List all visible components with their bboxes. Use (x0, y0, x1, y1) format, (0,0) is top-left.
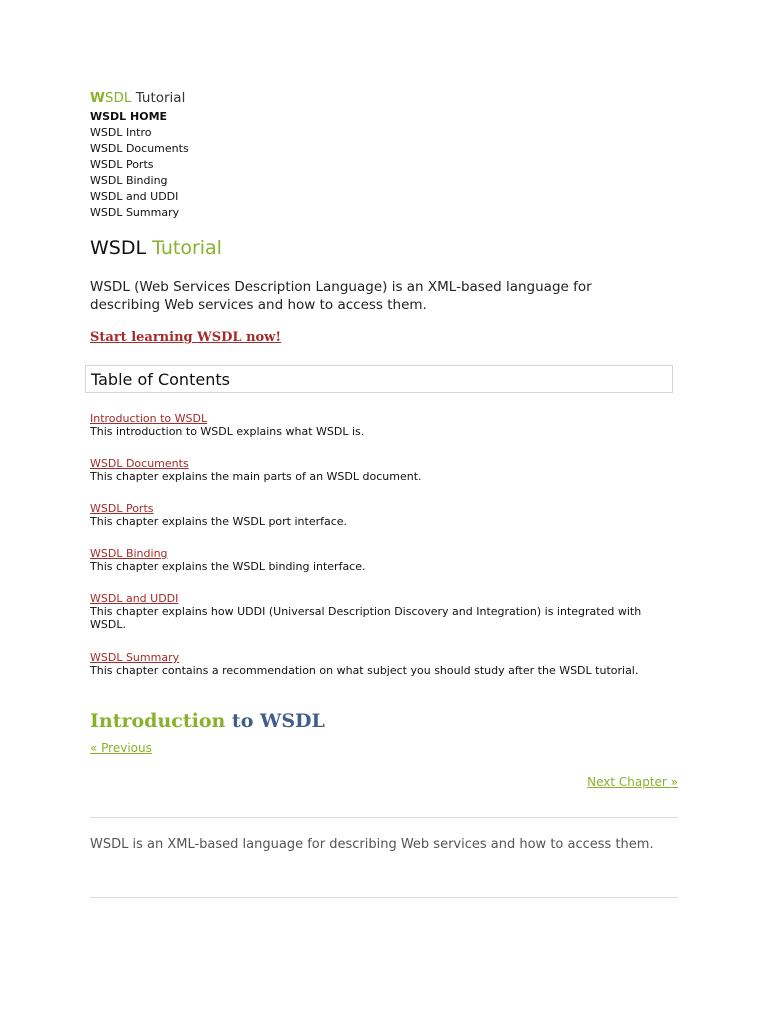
section-title-part-c: WSDL (260, 710, 325, 732)
toc-description: This chapter contains a recommendation on what subject you should study after the WSDL tutorial. (90, 664, 639, 677)
toc-link-uddi[interactable]: WSDL and UDDI (90, 592, 179, 605)
sidebar-nav (90, 109, 189, 221)
divider (90, 817, 678, 818)
toc-description: This chapter explains the WSDL binding interface. (90, 560, 366, 573)
toc-entry (90, 412, 680, 438)
toc-description: This chapter explains how UDDI (Universal Description Discovery and Integration) is integrated with WSDL. (90, 605, 642, 631)
section-title-part-a: Introduction (90, 710, 226, 732)
toc-description: This chapter explains the main parts of an WSDL document. (90, 470, 422, 483)
previous-link[interactable]: « Previous (90, 741, 152, 755)
toc-heading-box (85, 365, 673, 393)
toc-link-summary[interactable]: WSDL Summary (90, 651, 180, 664)
start-learning-link[interactable]: Start learning WSDL now! (90, 330, 282, 345)
divider (90, 897, 678, 898)
next-chapter-link[interactable]: Next Chapter » (587, 775, 678, 789)
sidebar-title-accent: W (90, 90, 105, 106)
sidebar-item-intro[interactable]: WSDL Intro (90, 126, 152, 139)
sidebar-title (90, 89, 185, 107)
toc-link-documents[interactable]: WSDL Documents (90, 457, 189, 470)
toc-entry (90, 547, 680, 573)
page-title (90, 235, 222, 261)
toc-description: This chapter explains the WSDL port interface. (90, 515, 348, 528)
toc-link-introduction[interactable]: Introduction to WSDL (90, 412, 208, 425)
sidebar-item-uddi[interactable]: WSDL and UDDI (90, 190, 179, 203)
sidebar-title-accent-rest: SDL (104, 90, 132, 106)
sidebar-item-documents[interactable]: WSDL Documents (90, 142, 189, 155)
section-title-part-b: to (225, 710, 260, 732)
page-title-accent: Tutorial (152, 237, 222, 259)
sidebar-item-home[interactable]: WSDL HOME (90, 110, 168, 123)
toc-entry (90, 651, 680, 677)
intro-paragraph: WSDL (Web Services Description Language) is an XML-based language for describing Web services and how to access them. (90, 279, 592, 313)
toc-link-ports[interactable]: WSDL Ports (90, 502, 154, 515)
toc-link-binding[interactable]: WSDL Binding (90, 547, 168, 560)
section-title (90, 707, 325, 735)
toc-heading: Table of Contents (91, 370, 230, 389)
toc-description: This introduction to WSDL explains what WSDL is. (90, 425, 365, 438)
toc-entry (90, 457, 680, 483)
sidebar-item-summary[interactable]: WSDL Summary (90, 206, 180, 219)
summary-paragraph: WSDL is an XML-based language for describing Web services and how to access them. (90, 837, 654, 852)
toc-entry (90, 592, 680, 631)
sidebar-title-rest: Tutorial (131, 90, 186, 106)
page-title-main: WSDL (90, 237, 153, 259)
toc-entry (90, 502, 680, 528)
sidebar-item-ports[interactable]: WSDL Ports (90, 158, 154, 171)
sidebar-item-binding[interactable]: WSDL Binding (90, 174, 168, 187)
